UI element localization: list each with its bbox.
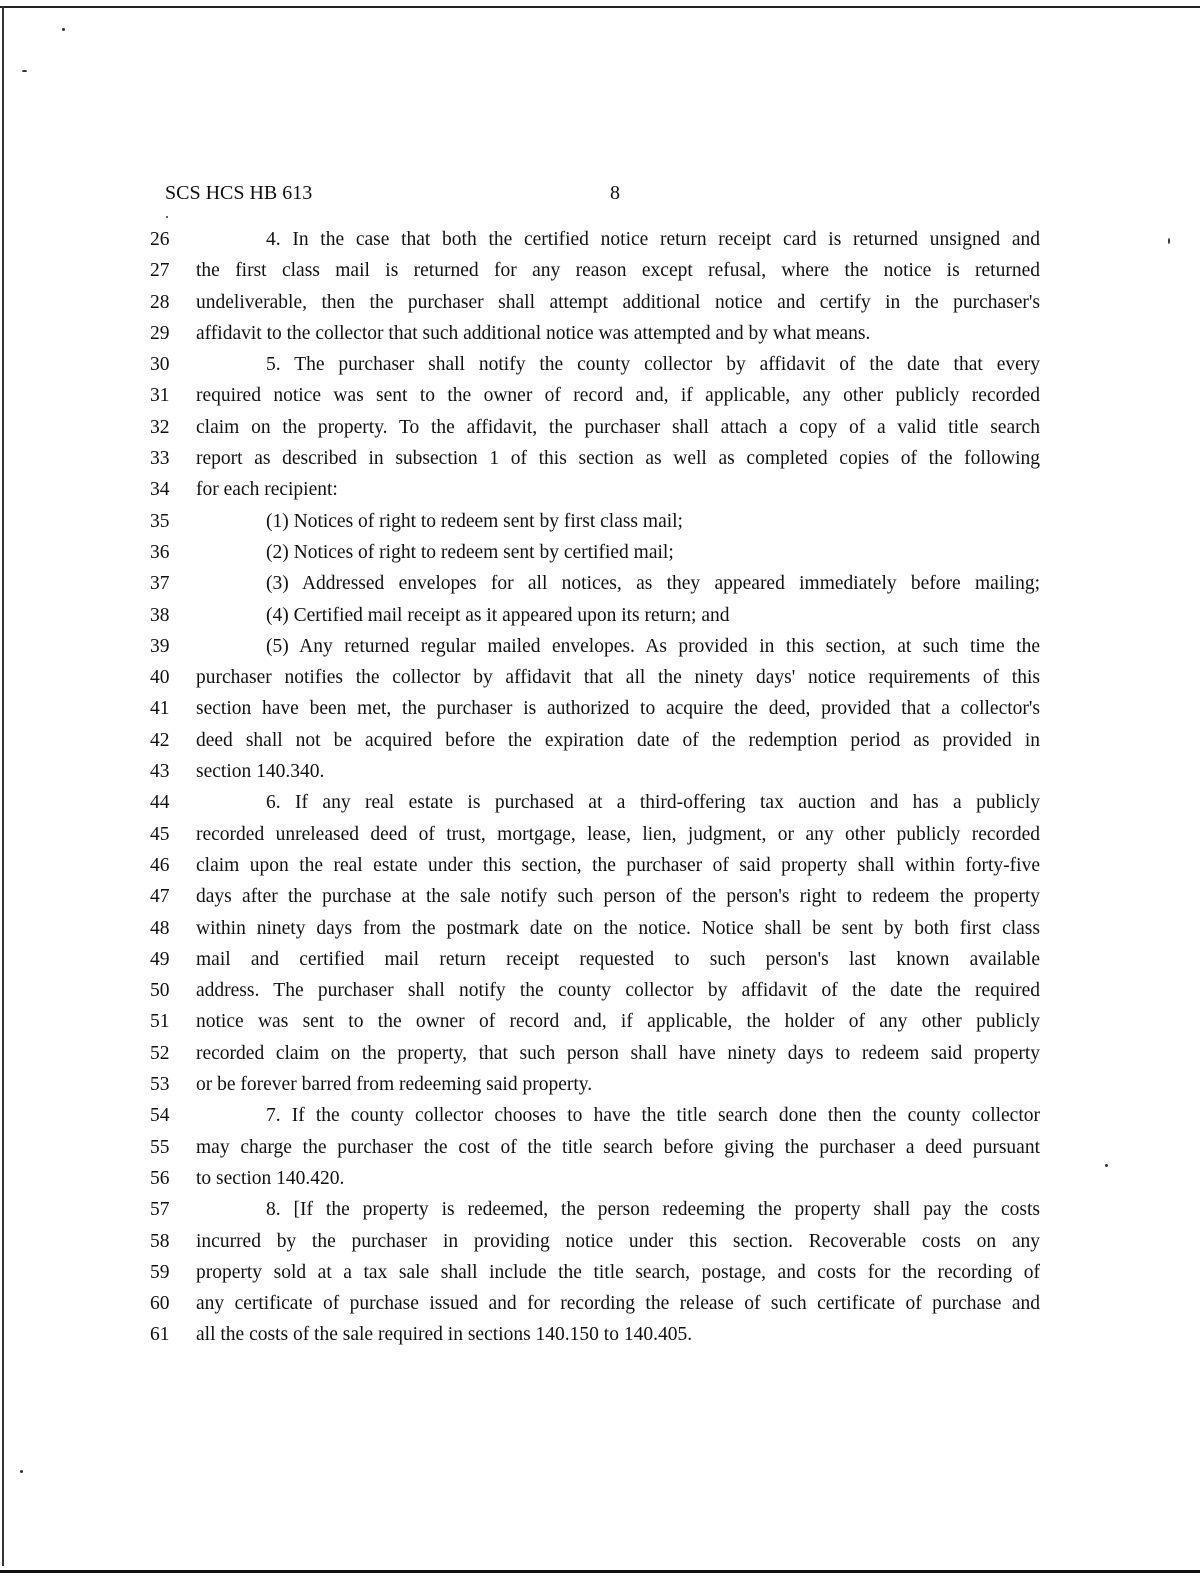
line-text: claim on the property. To the affidavit, the purchaser shall attach a copy of a valid title search [196, 416, 1040, 438]
line-text: affidavit to the collector that such additional notice was attempted and by what means. [196, 322, 871, 344]
page-number: 8 [610, 182, 620, 204]
line-text: claim upon the real estate under this section, the purchaser of said property shall within forty-five [196, 854, 1040, 876]
line-number: 41 [150, 698, 170, 720]
text-line [150, 537, 1040, 568]
line-text: 7. If the county collector chooses to have the title search done then the county collector [266, 1105, 1040, 1127]
line-text: undeliverable, then the purchaser shall attempt additional notice and certify in the purchaser's [196, 291, 1040, 313]
line-text: 8. [If the property is redeemed, the person redeeming the property shall pay the costs [266, 1199, 1040, 1221]
text-line [150, 1288, 1040, 1319]
line-number: 57 [150, 1199, 170, 1221]
line-number: 45 [150, 823, 170, 845]
text-line [150, 693, 1040, 724]
scan-speck [1168, 238, 1170, 244]
line-number: 51 [150, 1011, 170, 1033]
line-number: 33 [150, 448, 170, 470]
text-line [150, 1226, 1040, 1257]
scan-speck [22, 70, 27, 72]
line-number: 52 [150, 1042, 170, 1064]
line-text: any certificate of purchase issued and for recording the release of such certificate of purchase and [196, 1293, 1040, 1315]
line-number: 48 [150, 917, 170, 939]
line-number: 42 [150, 729, 170, 751]
text-line [150, 881, 1040, 912]
line-text: report as described in subsection 1 of this section as well as completed copies of the following [196, 448, 1040, 470]
line-text: (5) Any returned regular mailed envelopes. As provided in this section, at such time the [266, 635, 1040, 657]
scan-speck [166, 216, 168, 218]
text-line [150, 474, 1040, 505]
line-text: recorded claim on the property, that such person shall have ninety days to redeem said property [196, 1042, 1040, 1064]
line-number: 31 [150, 385, 170, 407]
text-line [150, 1194, 1040, 1225]
line-number: 34 [150, 479, 170, 501]
line-number: 35 [150, 510, 170, 532]
line-number: 37 [150, 573, 170, 595]
line-number: 49 [150, 948, 170, 970]
bill-identifier: SCS HCS HB 613 [165, 182, 313, 204]
text-line [150, 287, 1040, 318]
line-number: 54 [150, 1105, 170, 1127]
line-text: all the costs of the sale required in sections 140.150 to 140.405. [196, 1324, 693, 1346]
line-text: property sold at a tax sale shall include the title search, postage, and costs for the recording of [196, 1261, 1040, 1283]
text-line [150, 725, 1040, 756]
text-line [150, 1163, 1040, 1194]
line-number: 60 [150, 1293, 170, 1315]
line-text: notice was sent to the owner of record and, if applicable, the holder of any other publicly [196, 1011, 1040, 1033]
line-number: 47 [150, 886, 170, 908]
line-number: 53 [150, 1074, 170, 1096]
line-number: 36 [150, 541, 170, 563]
text-line [150, 600, 1040, 631]
line-number: 38 [150, 604, 170, 626]
text-line [150, 412, 1040, 443]
text-line [150, 913, 1040, 944]
text-line [150, 318, 1040, 349]
line-number: 61 [150, 1324, 170, 1346]
line-text: mail and certified mail return receipt requested to such person's last known available [196, 948, 1040, 970]
line-number: 40 [150, 667, 170, 689]
text-line [150, 631, 1040, 662]
line-text: incurred by the purchaser in providing notice under this section. Recoverable costs on any [196, 1230, 1040, 1252]
text-line [150, 443, 1040, 474]
text-line [150, 1257, 1040, 1288]
scan-speck [20, 1470, 23, 1473]
line-number: 58 [150, 1230, 170, 1252]
line-text: (2) Notices of right to redeem sent by certified mail; [266, 541, 674, 563]
text-line [150, 506, 1040, 537]
line-text: (3) Addressed envelopes for all notices, as they appeared immediately before mailing; [266, 573, 1040, 595]
text-line [150, 1038, 1040, 1069]
document-body [150, 224, 1040, 1351]
text-line [150, 224, 1040, 255]
line-text: recorded unreleased deed of trust, mortgage, lease, lien, judgment, or any other publicly recorded [196, 823, 1040, 845]
text-line [150, 349, 1040, 380]
line-text: may charge the purchaser the cost of the title search before giving the purchaser a deed pursuant [196, 1136, 1040, 1158]
line-text: 4. In the case that both the certified notice return receipt card is returned unsigned and [266, 229, 1040, 250]
line-text: or be forever barred from redeeming said property. [196, 1074, 593, 1096]
text-line [150, 380, 1040, 411]
line-text: for each recipient: [196, 479, 338, 501]
line-text: 5. The purchaser shall notify the county collector by affidavit of the date that every [266, 354, 1040, 376]
text-line [150, 1069, 1040, 1100]
text-line [150, 568, 1040, 599]
line-number: 27 [150, 260, 170, 282]
text-line [150, 1100, 1040, 1131]
text-line [150, 255, 1040, 286]
line-number: 56 [150, 1167, 170, 1189]
text-line [150, 1006, 1040, 1037]
line-text: (1) Notices of right to redeem sent by first class mail; [266, 510, 683, 532]
text-line [150, 975, 1040, 1006]
line-number: 32 [150, 416, 170, 438]
line-text: section have been met, the purchaser is authorized to acquire the deed, provided that a collector's [196, 698, 1040, 720]
line-number: 28 [150, 291, 170, 313]
line-number: 44 [150, 792, 170, 814]
text-line [150, 1319, 1040, 1350]
text-line [150, 850, 1040, 881]
text-line [150, 662, 1040, 693]
line-text: to section 140.420. [196, 1167, 345, 1189]
line-text: purchaser notifies the collector by affidavit that all the ninety days' notice requirements of this [196, 667, 1040, 689]
line-text: section 140.340. [196, 761, 325, 783]
scan-top-border [0, 6, 1200, 8]
text-line [150, 819, 1040, 850]
line-text: the first class mail is returned for any reason except refusal, where the notice is returned [196, 260, 1040, 282]
line-number: 26 [150, 229, 170, 250]
line-number: 59 [150, 1261, 170, 1283]
line-text: 6. If any real estate is purchased at a third-offering tax auction and has a publicly [266, 792, 1040, 814]
scan-speck [1105, 1164, 1108, 1167]
line-number: 50 [150, 980, 170, 1002]
line-number: 30 [150, 354, 170, 376]
text-line [150, 1132, 1040, 1163]
line-number: 55 [150, 1136, 170, 1158]
text-line [150, 944, 1040, 975]
line-number: 46 [150, 854, 170, 876]
line-text: (4) Certified mail receipt as it appeared upon its return; and [266, 604, 730, 626]
page-header [165, 178, 765, 210]
line-number: 39 [150, 635, 170, 657]
scan-bottom-border [0, 1570, 1200, 1573]
line-text: days after the purchase at the sale notify such person of the person's right to redeem the property [196, 886, 1040, 908]
line-text: address. The purchaser shall notify the county collector by affidavit of the date the required [196, 980, 1040, 1002]
line-text: deed shall not be acquired before the expiration date of the redemption period as provided in [196, 729, 1040, 751]
line-number: 43 [150, 761, 170, 783]
line-number: 29 [150, 322, 170, 344]
line-text: required notice was sent to the owner of record and, if applicable, any other publicly recorded [196, 385, 1040, 407]
line-text: within ninety days from the postmark date on the notice. Notice shall be sent by both first class [196, 917, 1040, 939]
text-line [150, 787, 1040, 818]
scan-speck [62, 28, 65, 31]
scan-left-border [2, 6, 4, 1566]
text-line [150, 756, 1040, 787]
